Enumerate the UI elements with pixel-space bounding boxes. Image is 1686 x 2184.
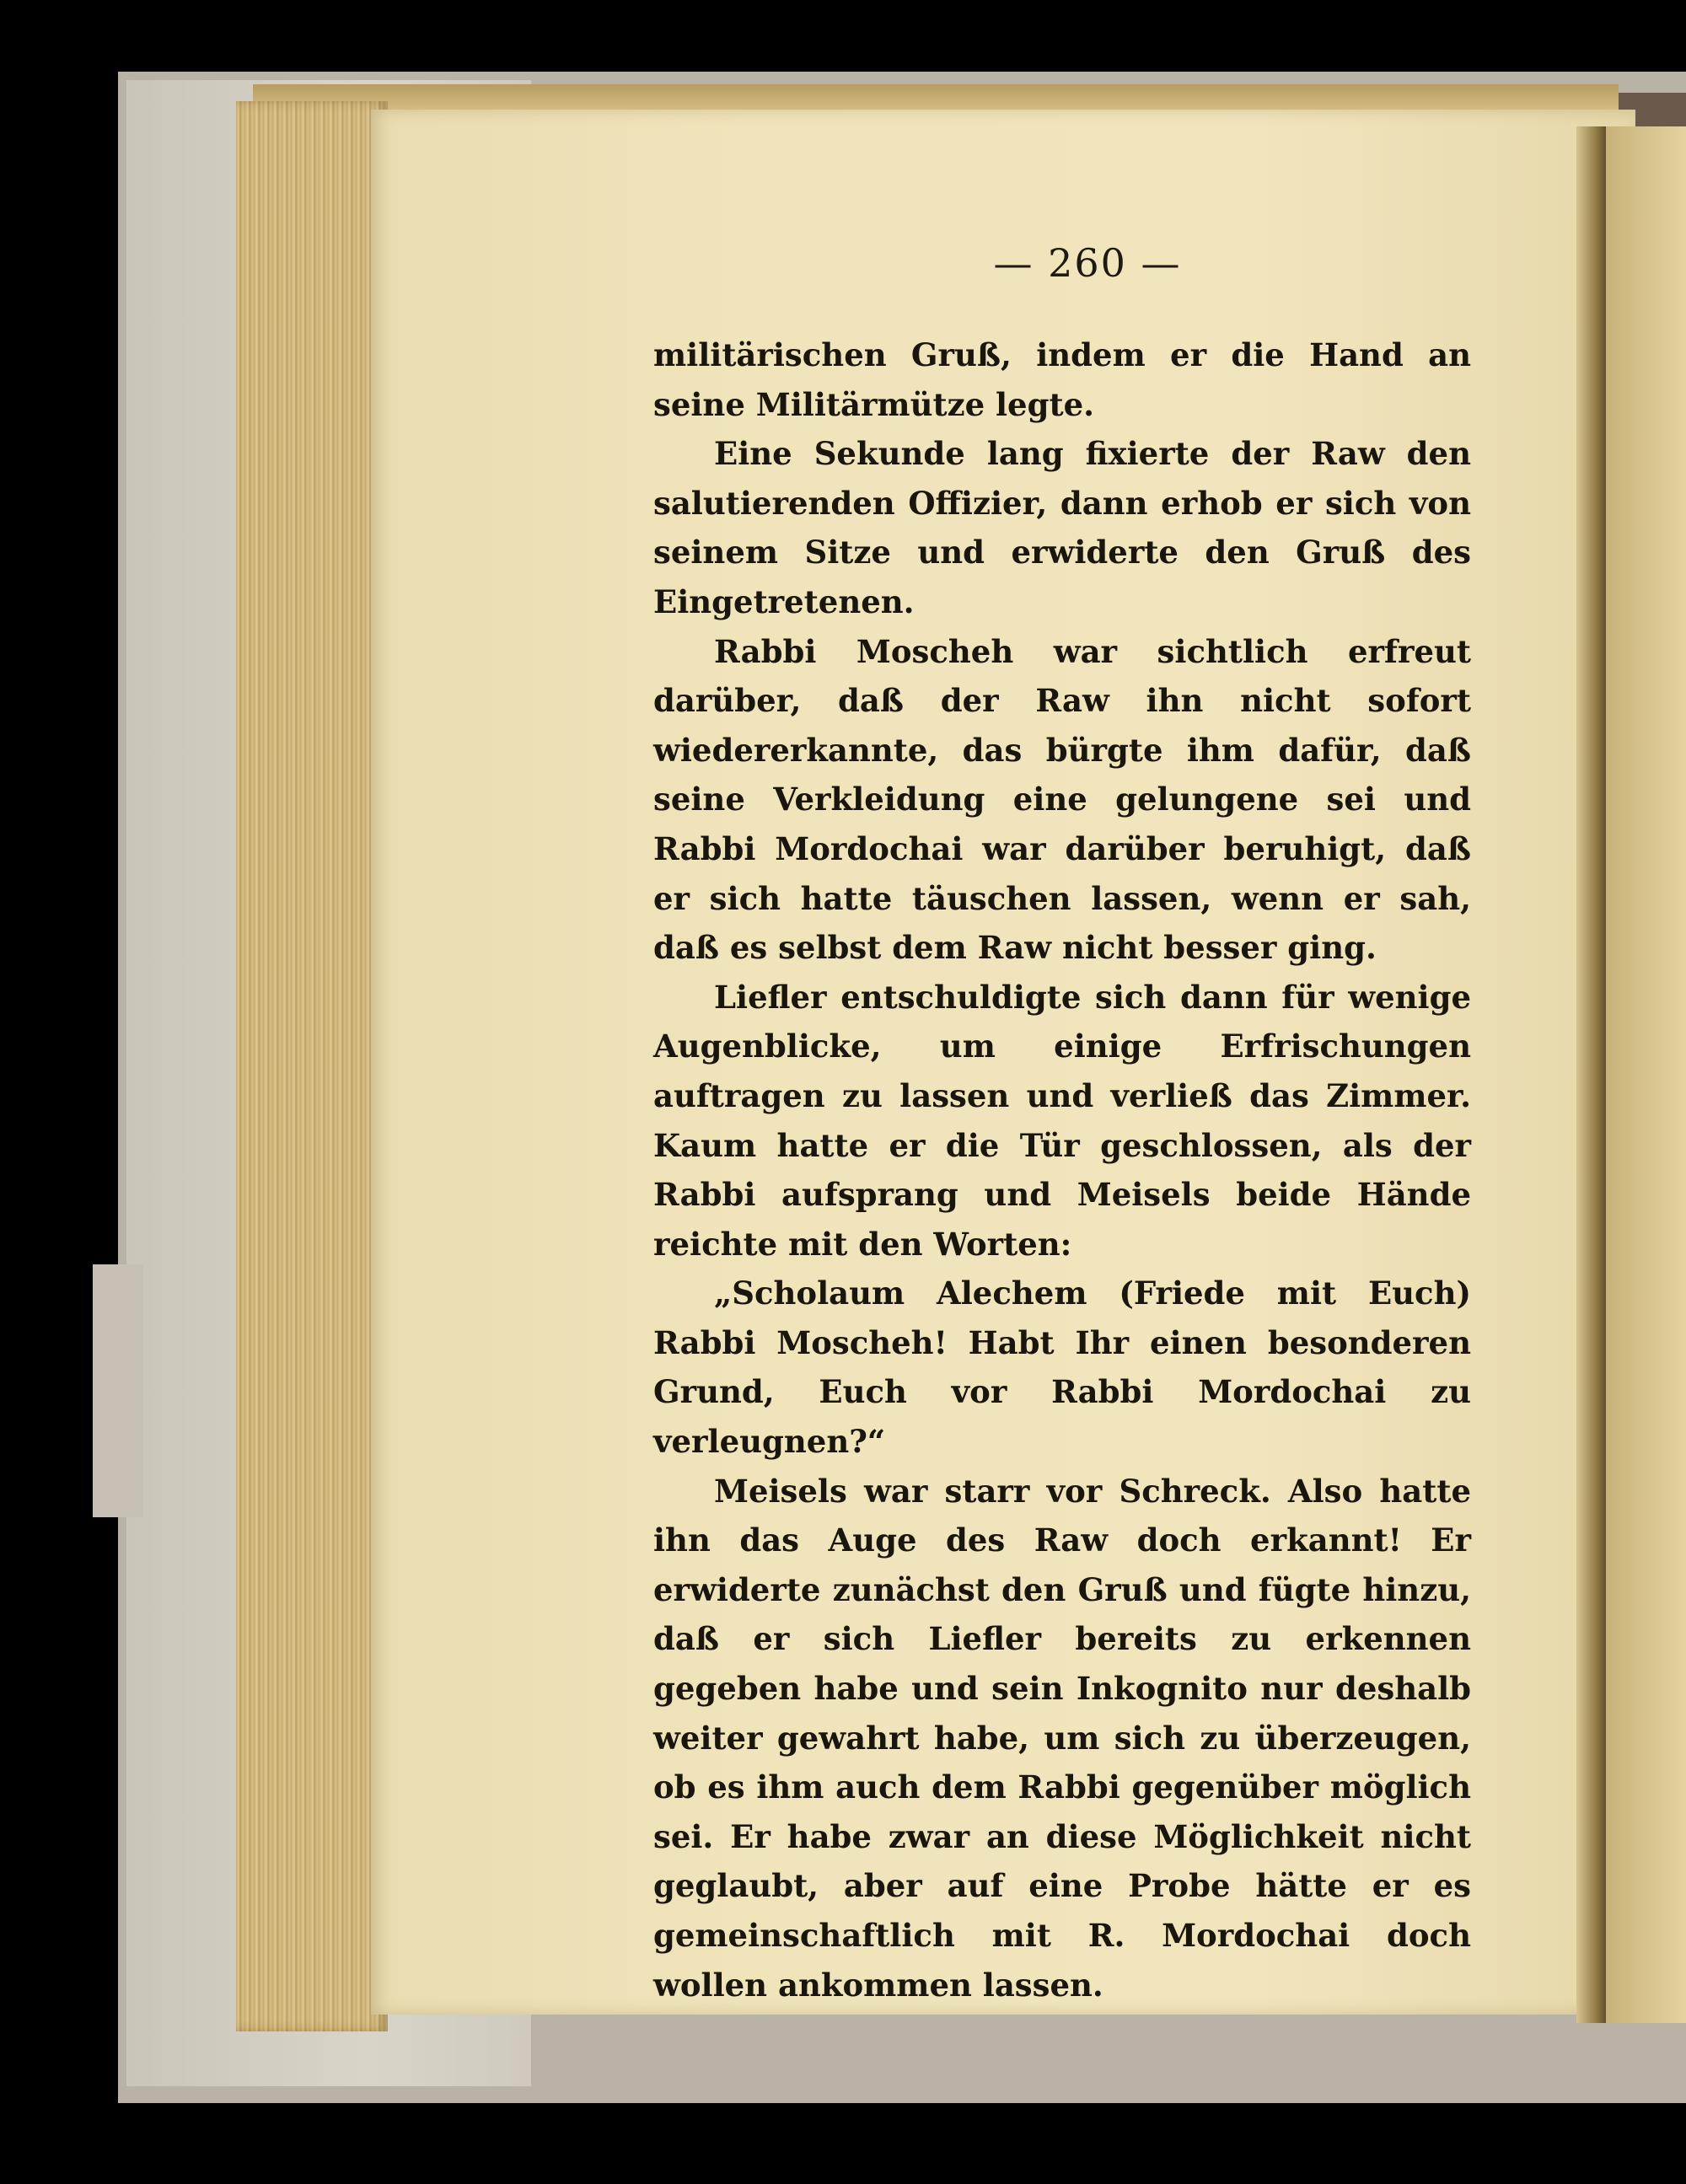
paragraph: „Scholaum Alechem (Friede mit Euch) Rabbi Moscheh! Habt Ihr einen besonderen Grund, Euch vor Rabbi Mordochai zu verleugnen?“ xyxy=(653,1274,1471,1461)
page-number-header: — 260 — xyxy=(993,240,1182,286)
paragraph: Eine Sekunde lang fixierte der Raw den salutierenden Offizier, dann erhob er sich von seinem Sitze und erwiderte den Gruß des Eingetretenen. xyxy=(653,435,1471,620)
facing-page-sliver xyxy=(1606,126,1686,2023)
paragraph: Rabbi Moscheh war sichtlich erfreut darüber, daß der Raw ihn nicht sofort wiedererkannte, das bürgte ihm dafür, daß seine Verkleidung eine gelungene sei und Rabbi Mordochai war darüber beruhigt, daß er sich hatte täuschen lassen, wenn er sah, daß es selbst dem Raw nicht besser ging. xyxy=(653,632,1471,967)
paragraph: Meisels war starr vor Schreck. Also hatte ihn das Auge des Raw doch erkannt! Er erwiderte zunächst den Gruß und fügte hinzu, daß er sich Liefler bereits zu erkennen gegeben habe und sein Inkognito nur deshalb weiter gewahrt habe, um sich zu überzeugen, ob es ihm auch dem Rabbi gegenüber möglich sei. Er habe zwar an diese Möglichkeit nicht geglaubt, aber auf eine Probe hätte er es gemeinschaftlich mit R. Mordochai doch wollen ankommen lassen. xyxy=(653,1472,1471,2004)
page-stack-edge xyxy=(236,101,388,2031)
paragraph: Liefler entschuldigte sich dann für wenige Augenblicke, um einige Erfrischungen auftragen zu lassen und verließ das Zimmer. Kaum hatte er die Tür geschlossen, als der Rabbi aufsprang und Meisels beide Hände reichte mit den Worten: xyxy=(653,978,1471,1263)
paragraph: militärischen Gruß, indem er die Hand an seine Militärmütze legte. xyxy=(653,336,1471,423)
page-text xyxy=(653,330,1471,2010)
book-gutter xyxy=(1576,126,1610,2023)
cover-tab xyxy=(93,1264,143,1517)
